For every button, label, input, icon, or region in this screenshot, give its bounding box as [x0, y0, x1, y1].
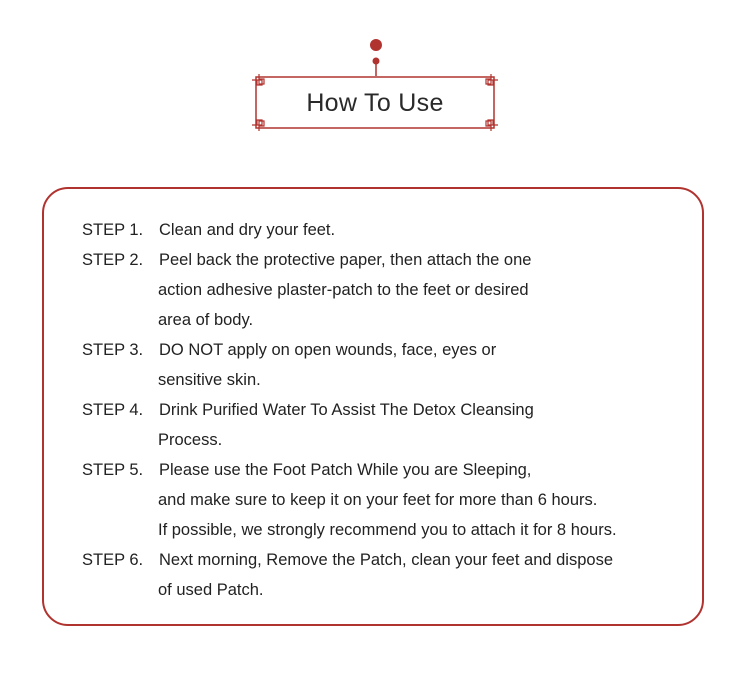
title-frame-decoration [0, 0, 750, 160]
step-text: Please use the Foot Patch While you are Sleeping, [159, 461, 532, 479]
page-title: How To Use [306, 89, 444, 117]
step-text: Next morning, Remove the Patch, clean your feet and dispose [159, 551, 613, 569]
step-text: Process. [158, 431, 223, 449]
ornament-dot-small [373, 58, 380, 65]
step-text: action adhesive plaster-patch to the feet or desired [158, 281, 529, 299]
step-text: sensitive skin. [158, 371, 261, 389]
step-1 [82, 215, 722, 245]
step-text: of used Patch. [158, 581, 264, 599]
step-text: DO NOT apply on open wounds, face, eyes or [159, 341, 497, 359]
step-text: area of body. [158, 311, 254, 329]
step-label: STEP 1. [82, 221, 144, 239]
step-label: STEP 6. [82, 551, 144, 569]
step-label: STEP 3. [82, 341, 144, 359]
step-6 [82, 545, 722, 605]
step-label: STEP 2. [82, 251, 144, 269]
step-text: Drink Purified Water To Assist The Detox Cleansing [159, 401, 534, 419]
step-label: STEP 5. [82, 461, 144, 479]
step-text: Clean and dry your feet. [159, 221, 336, 239]
step-2 [82, 245, 722, 335]
step-label: STEP 4. [82, 401, 144, 419]
step-text: If possible, we strongly recommend you to attach it for 8 hours. [158, 521, 617, 539]
step-5 [82, 455, 722, 545]
steps-list [82, 215, 722, 605]
ornament-dot-large [370, 39, 382, 51]
step-text: Peel back the protective paper, then attach the one [159, 251, 532, 269]
step-3 [82, 335, 722, 395]
step-text: and make sure to keep it on your feet for more than 6 hours. [158, 491, 598, 509]
step-4 [82, 395, 722, 455]
